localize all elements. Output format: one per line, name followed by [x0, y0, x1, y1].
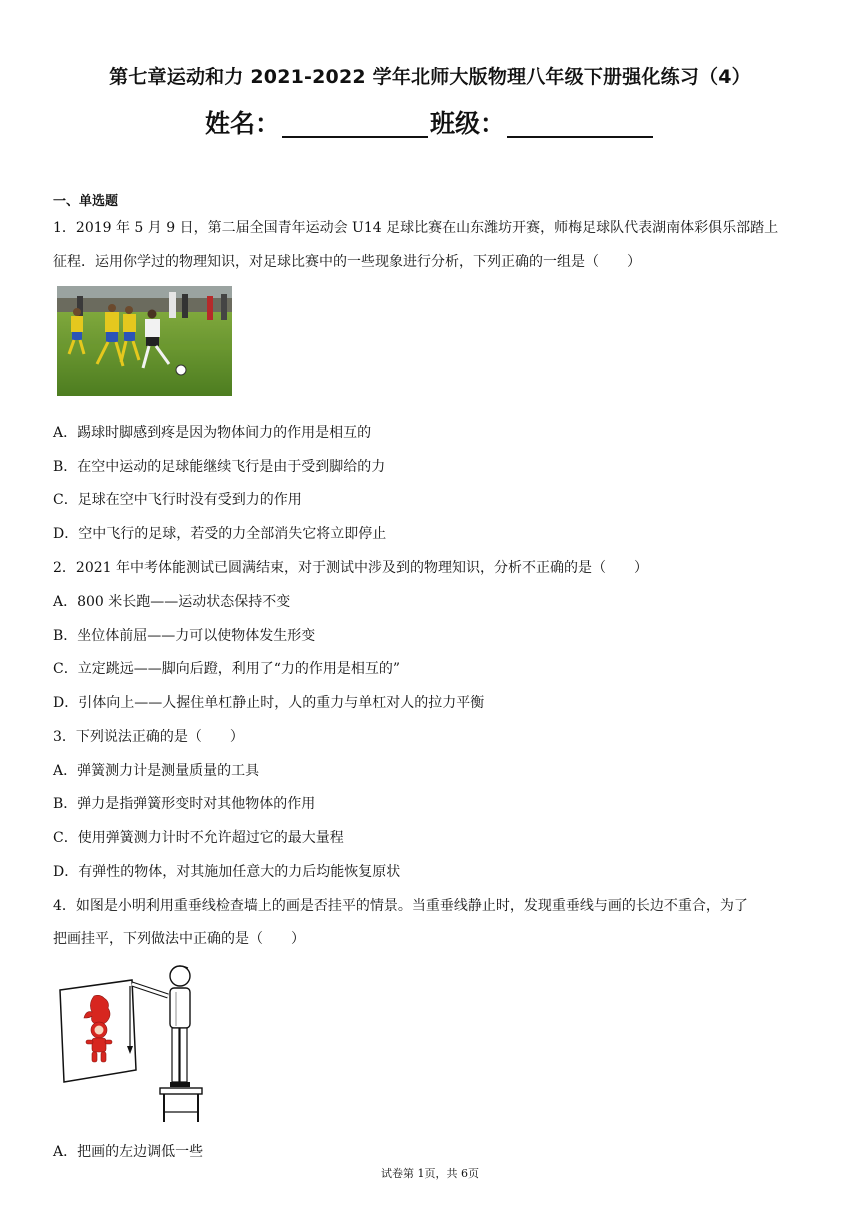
q1-stem-line2: 征程．运用你学过的物理知识，对足球比赛中的一些现象进行分析，下列正确的一组是（ ） — [53, 254, 641, 270]
q4-stem-line1: 4．如图是小明利用重垂线检查墙上的画是否挂平的情景。当重垂线静止时，发现重垂线与画的长边不重合，为了 — [53, 898, 748, 914]
soccer-match-photo — [57, 286, 232, 396]
q1-stem-line1: 1．2019 年 5 月 9 日，第二届全国青年运动会 U14 足球比赛在山东潍坊开赛，师梅足球队代表湖南体彩俱乐部踏上 — [53, 220, 779, 236]
q3-option-a: A．弹簧测力计是测量质量的工具 — [53, 763, 260, 779]
page-footer: 试卷第 1页，共 6页 — [381, 1167, 479, 1180]
q2-option-a: A．800 米长跑——运动状态保持不变 — [53, 594, 291, 610]
q2-stem: 2．2021 年中考体能测试已圆满结束，对于测试中涉及到的物理知识，分析不正确的是（ ） — [53, 560, 648, 576]
class-blank — [507, 110, 653, 138]
plumb-line-picture-drawing — [52, 962, 212, 1128]
q3-option-d: D．有弹性的物体，对其施加任意大的力后均能恢复原状 — [53, 864, 401, 880]
q1-option-a: A．踢球时脚感到疼是因为物体间力的作用是相互的 — [53, 425, 372, 441]
class-label: 班级： — [430, 109, 506, 138]
q1-option-d: D．空中飞行的足球，若受的力全部消失它将立即停止 — [53, 526, 387, 542]
q1-option-c: C．足球在空中飞行时没有受到力的作用 — [53, 492, 302, 508]
q3-option-b: B．弹力是指弹簧形变时对其他物体的作用 — [53, 796, 316, 812]
section-heading: 一、单选题 — [53, 194, 119, 209]
q2-option-b: B．坐位体前屈——力可以使物体发生形变 — [53, 628, 316, 644]
q2-option-c: C．立定跳远——脚向后蹬，利用了“力的作用是相互的” — [53, 661, 401, 677]
paper-title: 第七章运动和力 2021-2022 学年北师大版物理八年级下册强化练习（4） — [109, 66, 751, 88]
name-label: 姓名： — [204, 109, 280, 138]
q1-option-b: B．在空中运动的足球能继续飞行是由于受到脚给的力 — [53, 459, 386, 475]
q2-option-d: D．引体向上——人握住单杠静止时，人的重力与单杠对人的拉力平衡 — [53, 695, 485, 711]
q3-stem: 3．下列说法正确的是（ ） — [53, 729, 244, 745]
q3-option-c: C．使用弹簧测力计时不允许超过它的最大量程 — [53, 830, 344, 846]
name-blank — [282, 110, 428, 138]
q4-stem-line2: 把画挂平，下列做法中正确的是（ ） — [53, 931, 305, 947]
student-info-line — [0, 104, 860, 140]
q4-option-a: A．把画的左边调低一些 — [53, 1144, 204, 1160]
